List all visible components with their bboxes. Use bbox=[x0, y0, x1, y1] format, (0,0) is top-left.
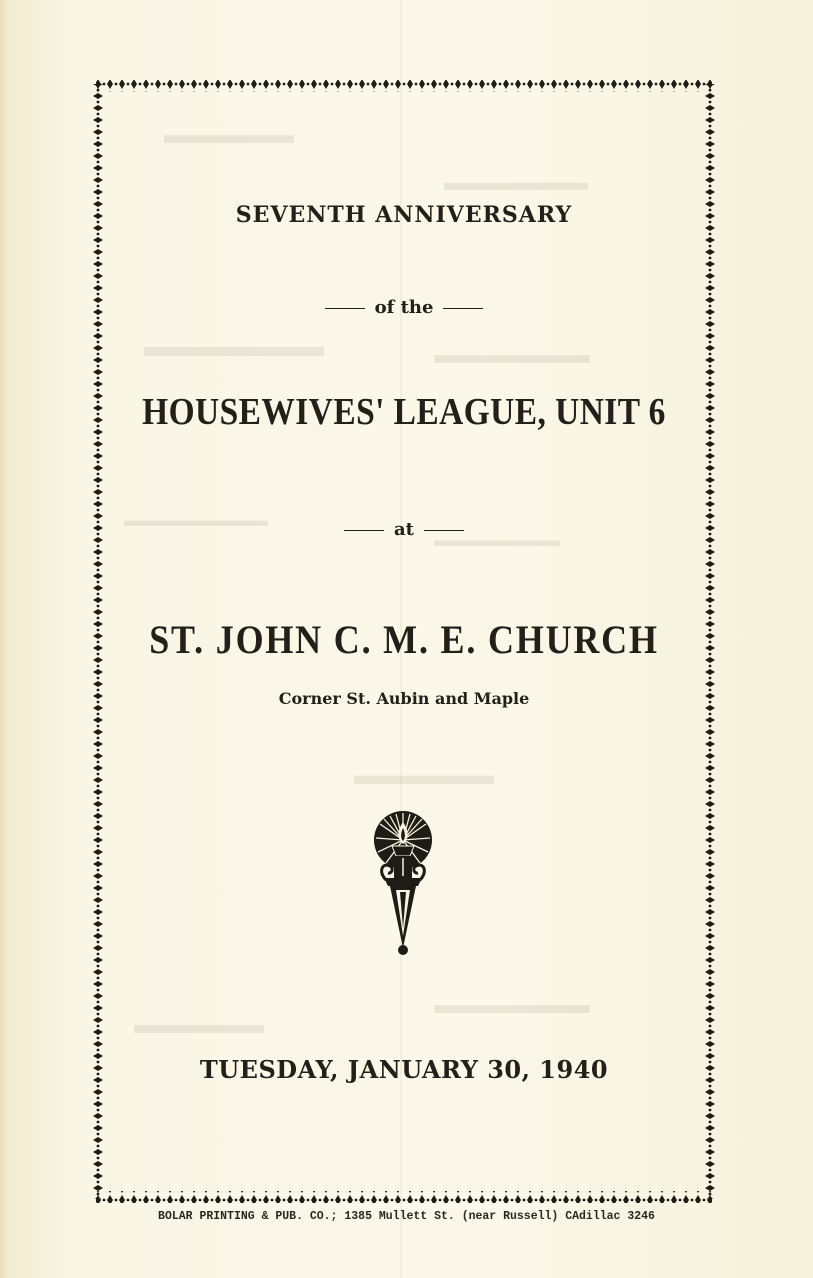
dash-right bbox=[424, 530, 464, 531]
program-cover bbox=[92, 78, 716, 1205]
of-the-text: of the bbox=[374, 297, 434, 318]
dash-left bbox=[325, 308, 365, 309]
at-text: at bbox=[394, 519, 414, 540]
dash-left bbox=[344, 530, 384, 531]
at-line bbox=[92, 519, 716, 540]
organization-title: HOUSEWIVES' LEAGUE, UNIT 6 bbox=[142, 391, 666, 433]
dash-right bbox=[443, 308, 483, 309]
event-date: TUESDAY, JANUARY 30, 1940 bbox=[199, 1055, 609, 1084]
of-the-line bbox=[92, 297, 716, 318]
printer-credit: BOLAR PRINTING & PUB. CO.; 1385 Mullett St. (near Russell) CAdillac 3246 bbox=[158, 1210, 655, 1223]
venue-title: ST. JOHN C. M. E. CHURCH bbox=[149, 617, 659, 662]
torch-sunburst-emblem-icon bbox=[368, 810, 438, 958]
venue-address: Corner St. Aubin and Maple bbox=[278, 689, 530, 708]
anniversary-heading: SEVENTH ANNIVERSARY bbox=[235, 202, 573, 228]
paper-edge bbox=[0, 0, 8, 1278]
